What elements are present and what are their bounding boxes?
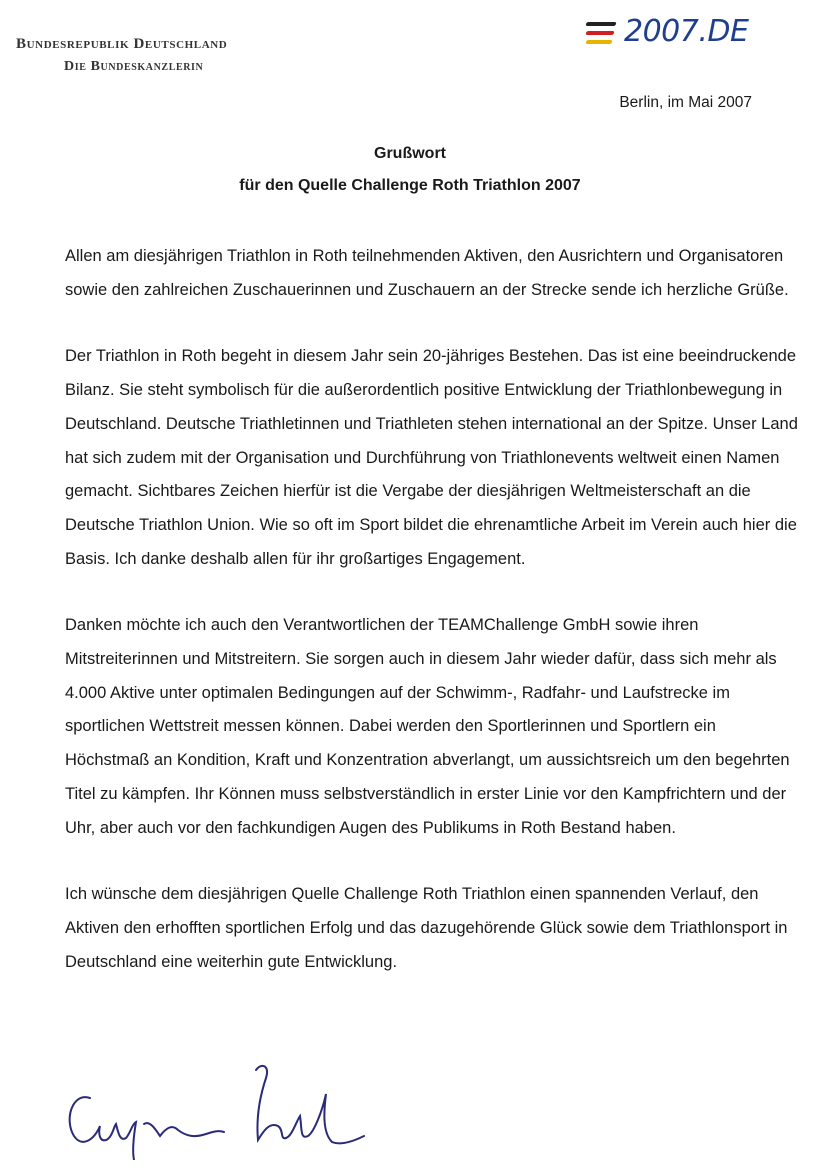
- place-date: Berlin, im Mai 2007: [619, 94, 752, 111]
- letterhead-country: Bundesrepublik Deutschland: [16, 36, 228, 52]
- signature-first-name-tail: [144, 1123, 224, 1136]
- signature: [60, 1060, 420, 1160]
- paragraph: Danken möchte ich auch den Verantwortlichen der TEAMChallenge GmbH sowie ihren Mitstreiterinnen und Mitstreitern. Sie sorgen auch in diesem Jahr wieder dafür, dass sich mehr als 4.000 Aktive unter optimalen Bedingungen auf der Schwimm-, Radfahr- und Laufstrecke im sportlichen Wettstreit messen können. Dabei werden den Sportlerinnen und Sportlern ein Höchstmaß an Kondition, Kraft und Konzentration abverlangt, um aussichtsreich um den begehrten Titel zu kämpfen. Ihr Können muss selbstverständlich in erster Linie vor den Kampfrichtern und der Uhr, aber auch vor den fachkundigen Augen des Publikums in Roth Bestand haben.: [65, 616, 790, 837]
- paragraph: Ich wünsche dem diesjährigen Quelle Challenge Roth Triathlon einen spannenden Verlauf, den Aktiven den erhofften sportlichen Erfolg und das dazugehörende Glück sowie dem Triathlonsport in Deutschland eine weiterhin gute Entwicklung.: [65, 885, 788, 971]
- letter-body: [65, 240, 800, 1012]
- paragraph: Allen am diesjährigen Triathlon in Roth teilnehmenden Aktiven, den Ausrichtern und Organisatoren sowie den zahlreichen Zuschauerinnen und Zuschauern an der Strecke sende ich herzliche Grüße.: [65, 247, 789, 299]
- signature-last-name-stroke: [256, 1066, 364, 1143]
- paragraph: Der Triathlon in Roth begeht in diesem Jahr sein 20-jähriges Bestehen. Das ist eine beeindruckende Bilanz. Sie steht symbolisch für die außerordentlich positive Entwicklung der Triathlonbewegung in Deutschland. Deutsche Triathletinnen und Triathleten stehen international an der Spitze. Unser Land hat sich zudem mit der Organisation und Durchführung von Triathlonevents weltweit einen Namen gemacht. Sichtbares Zeichen hierfür ist die Vergabe der diesjährigen Weltmeisterschaft an die Deutsche Triathlon Union. Wie so oft im Sport bildet die ehrenamtliche Arbeit im Verein auch hier die Basis. Ich danke deshalb allen für ihr großartiges Engagement.: [65, 347, 798, 568]
- logo-text: 2007.DE: [624, 14, 749, 49]
- letterhead: [16, 34, 227, 77]
- stripe-gold: [585, 40, 612, 44]
- signature-first-name-stroke: [70, 1097, 136, 1160]
- letterhead-office: Die Bundeskanzlerin: [64, 59, 204, 74]
- letter-title: Grußwort: [374, 145, 446, 162]
- flag-stripes-icon: [586, 20, 618, 50]
- eu2007-logo: [584, 16, 799, 56]
- stripe-red: [585, 31, 614, 35]
- letter-subtitle: für den Quelle Challenge Roth Triathlon 2007: [239, 177, 581, 194]
- stripe-black: [585, 22, 616, 26]
